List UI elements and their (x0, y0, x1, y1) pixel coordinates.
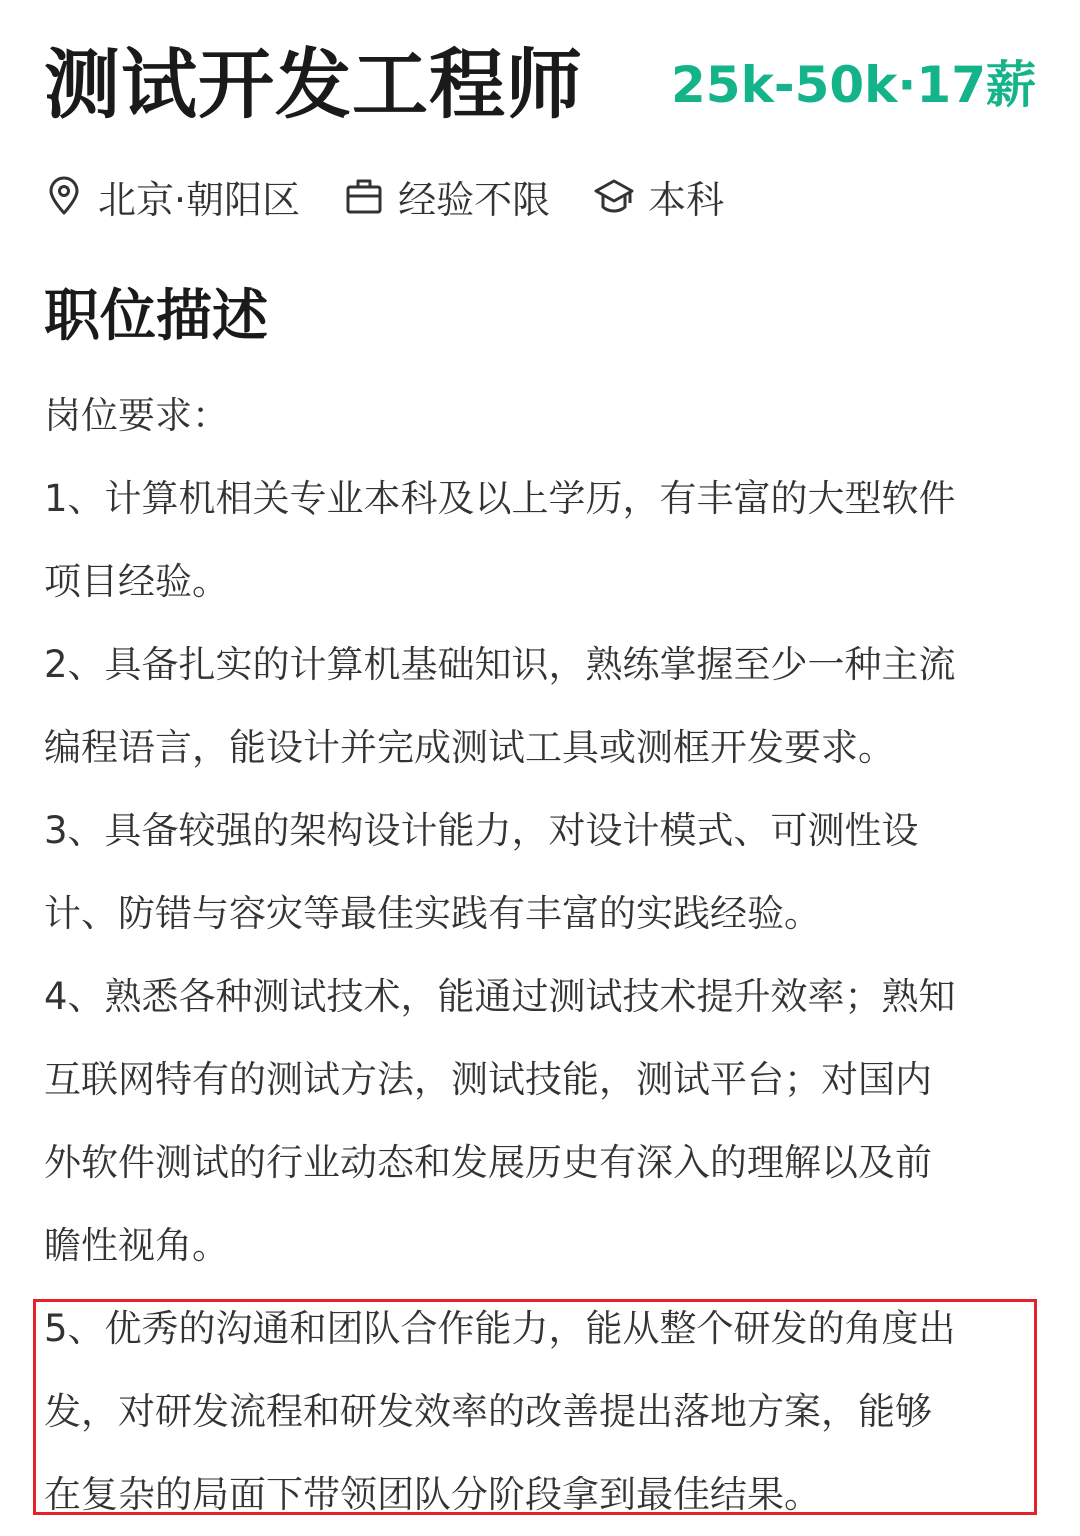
highlight-box (33, 1299, 1037, 1515)
education-text: 本科 (648, 177, 725, 222)
description-line: 2、具备扎实的计算机基础知识，熟练掌握至少一种主流 (44, 643, 956, 686)
experience-text: 经验不限 (398, 177, 551, 222)
location-text: 北京·朝阳区 (98, 177, 301, 222)
salary-range: 25k-50k·17薪 (671, 56, 1036, 114)
location-pin-icon (44, 176, 84, 216)
description-line: 瞻性视角。 (44, 1224, 229, 1267)
description-line: 项目经验。 (44, 560, 229, 603)
job-meta-row (44, 166, 768, 226)
description-line: 发，对研发流程和研发效率的改善提出落地方案，能够 (44, 1390, 932, 1433)
job-header (44, 40, 1036, 130)
description-line: 3、具备较强的架构设计能力，对设计模式、可测性设 (44, 809, 919, 852)
meta-education (594, 169, 724, 224)
description-line: 5、优秀的沟通和团队合作能力，能从整个研发的角度出 (44, 1307, 956, 1350)
description-line: 互联网特有的测试方法，测试技能，测试平台；对国内 (44, 1058, 932, 1101)
description-line: 计、防错与容灾等最佳实践有丰富的实践经验。 (44, 892, 821, 935)
description-line: 外软件测试的行业动态和发展历史有深入的理解以及前 (44, 1141, 932, 1184)
job-title: 测试开发工程师 (44, 40, 583, 129)
description-line: 1、计算机相关专业本科及以上学历，有丰富的大型软件 (44, 477, 956, 520)
description-line: 在复杂的局面下带领团队分阶段拿到最佳结果。 (44, 1473, 821, 1516)
meta-experience (344, 169, 550, 224)
meta-location (44, 169, 300, 224)
description-line: 编程语言，能设计并完成测试工具或测框开发要求。 (44, 726, 895, 769)
briefcase-icon (344, 176, 384, 216)
description-line: 岗位要求： (44, 394, 229, 437)
graduation-cap-icon (594, 176, 634, 216)
description-line: 4、熟悉各种测试技术，能通过测试技术提升效率；熟知 (44, 975, 956, 1018)
section-title-job-description: 职位描述 (44, 284, 268, 349)
